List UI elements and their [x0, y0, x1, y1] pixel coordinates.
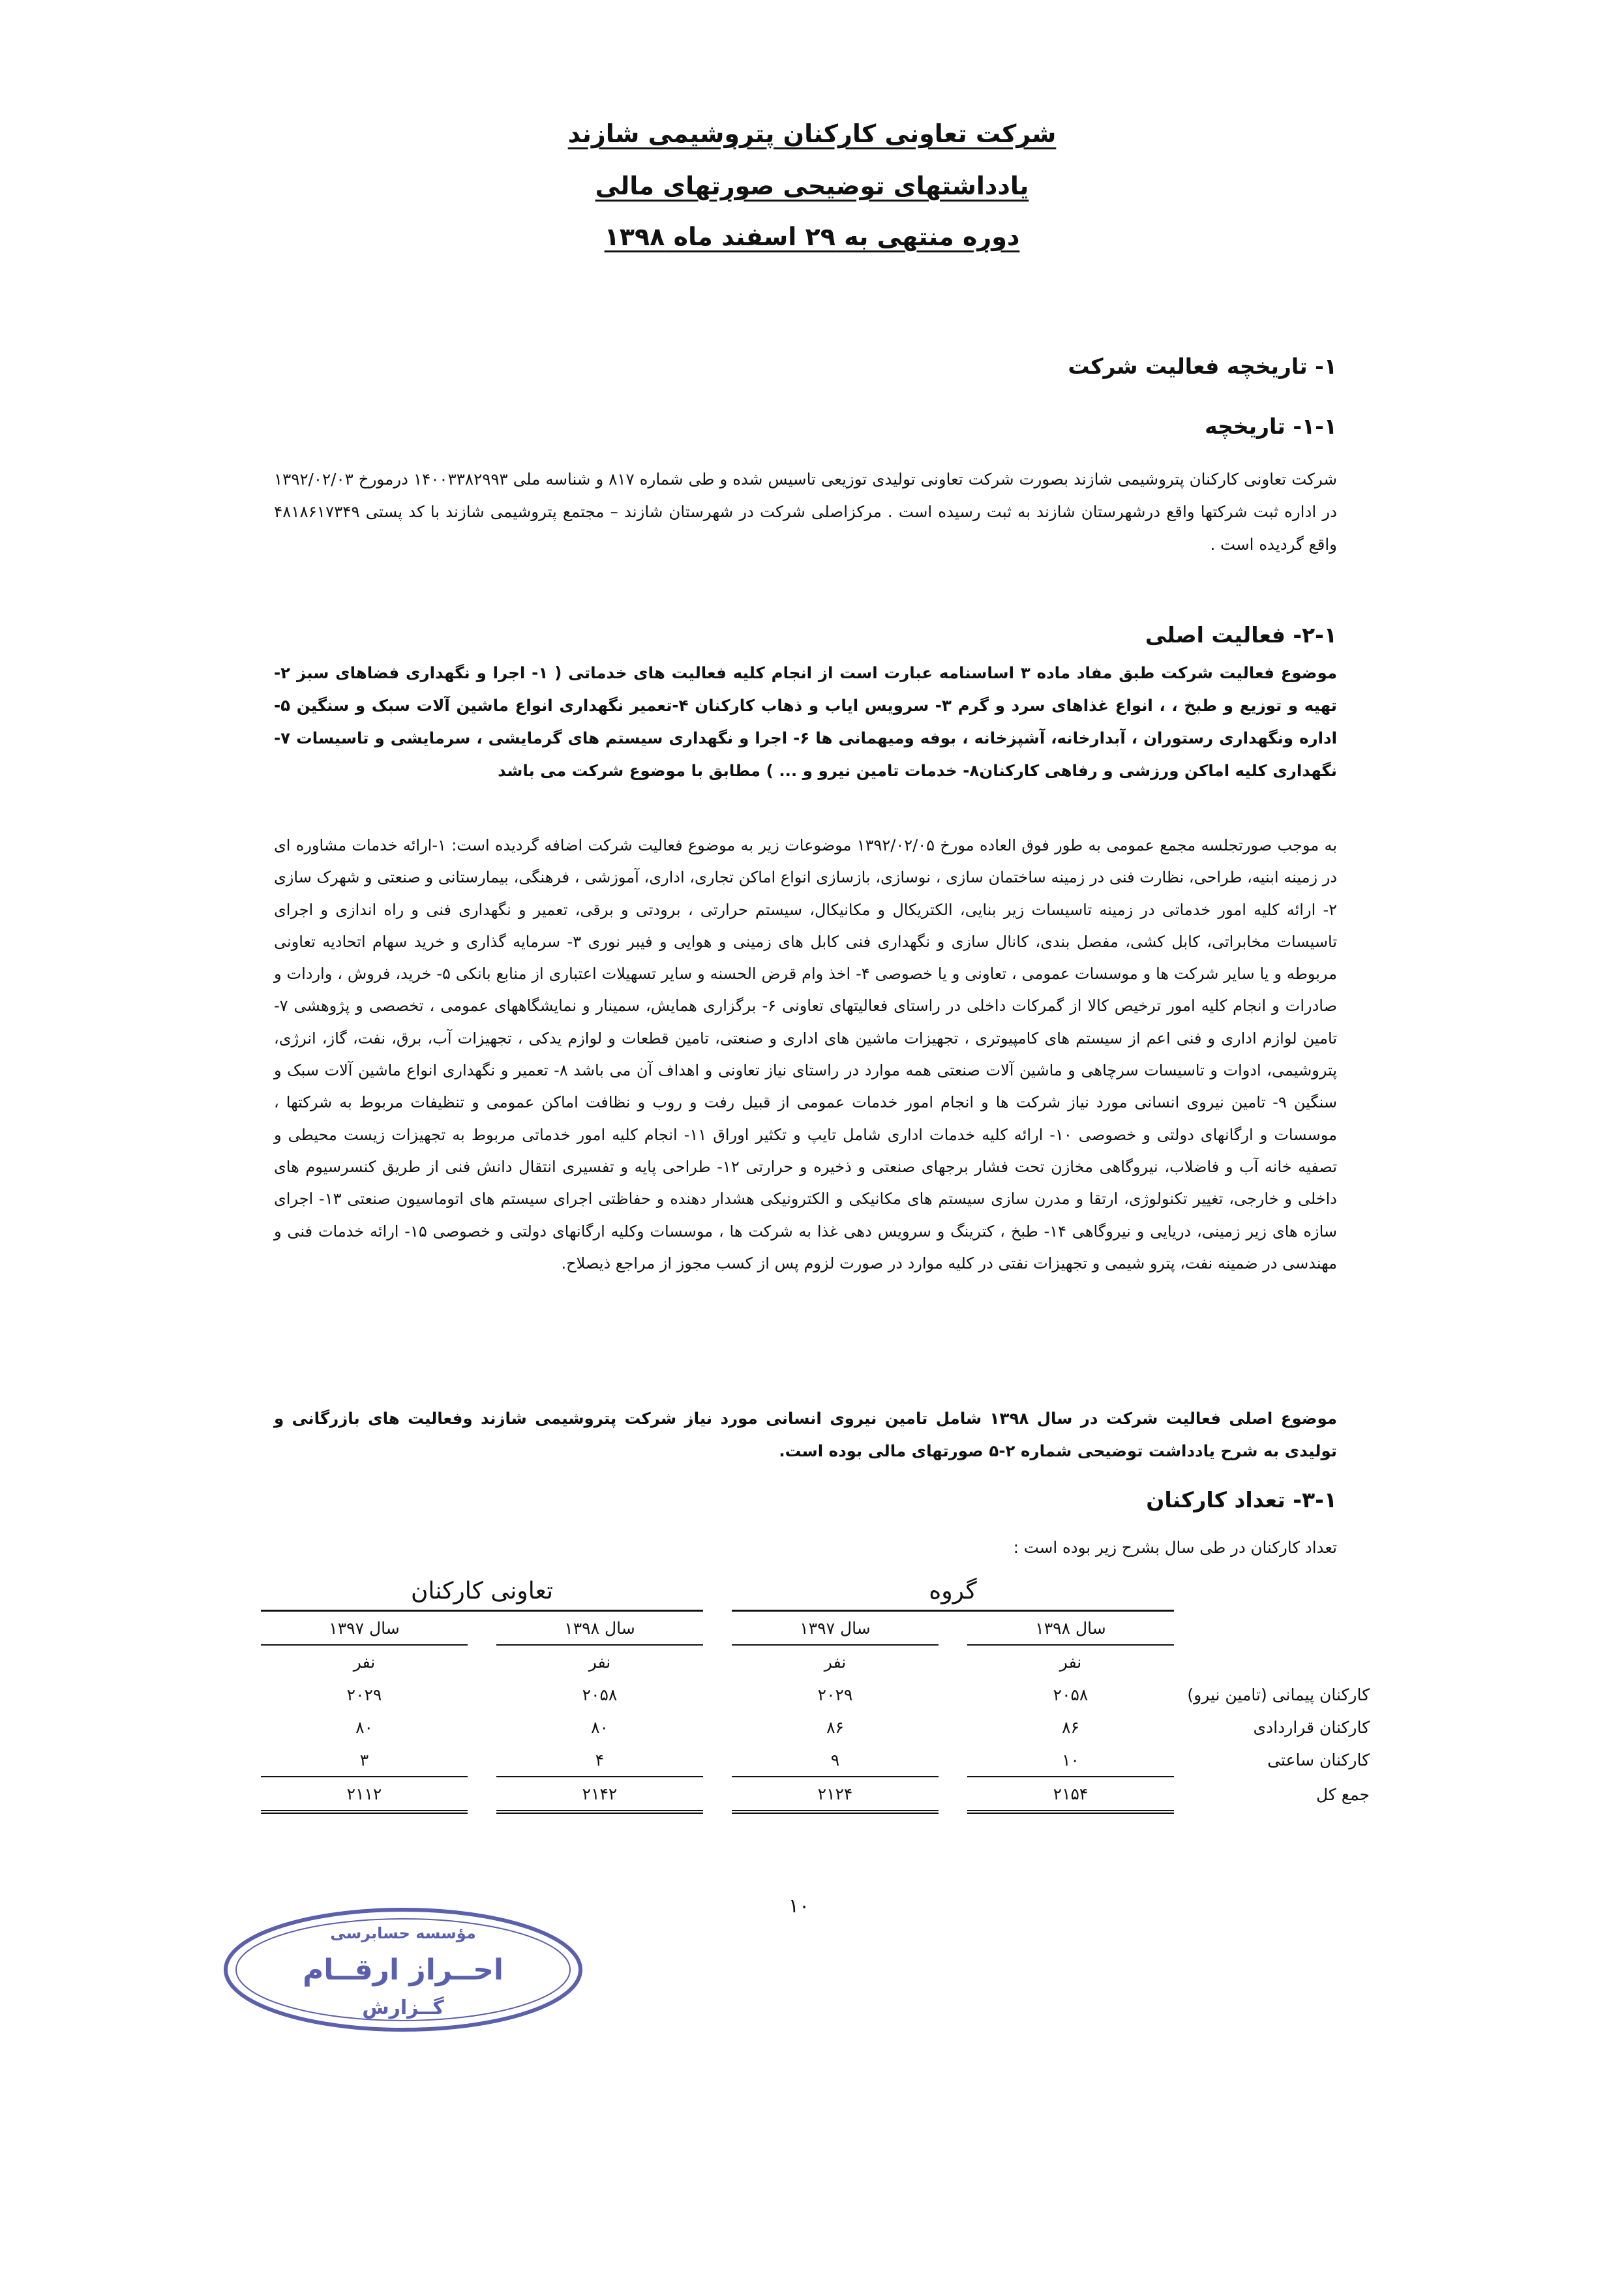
assembly-resolution-paragraph: به موجب صورتجلسه مجمع عمومی به طور فوق العاده مورخ ۱۳۹۲/۰۲/۰۵ موضوعات زیر به موضوع فعالیت شرکت اضافه گردیده است: ۱-ارائه خدمات مشاوره ای در زمینه ابنیه، طراحی، نظارت فنی در زمینه ساختمان سازی ، نوسازی، بازسازی انواع اماکن تجاری، اداری، آموزشی ، فرهنگی، بیمارستانی و صنعتی و شهرک سازی ۲- ارائه کلیه امور خدماتی در زمینه تاسیسات زیر بنایی، الکتریکال و مکانیکال، سیستم حرارتی ، برودتی و برقی، تعمیر و نگهداری فنی و راه اندازی و اجرای تاسیسات مخابراتی، کابل کشی، مفصل بندی، کانال سازی و نگهداری فنی کابل های زمینی و هوایی و فیبر نوری ۳- سرمایه گذاری و خرید سهام اتحادیه تعاونی مربوطه و یا سایر شرکت ها و موسسات عمومی ، تعاونی و یا خصوصی ۴- اخذ وام قرض الحسنه و سایر تسهیلات اعتباری از منابع بانکی ۵- خرید، فروش ، واردات و صادرات و انجام کلیه امور ترخیص کالا از گمرکات داخلی در راستای فعالیتهای تعاونی ۶- برگزاری همایش، سمینار و نمایشگاههای عمومی ، تخصصی و پژوهشی ۷- تامین لوازم اداری و فنی اعم از سیستم های کامپیوتری ، تجهیزات ماشین های اداری و صنعتی، تامین قطعات و لوازم یدکی ، تجهیزات آب، برق، نفت، گاز، انرژی، پتروشیمی، ادوات و تاسیسات سرچاهی و ماشین آلات صنعتی همه موارد در راستای نیاز تعاونی و اهداف آن می باشد ۸- تعمیر و نگهداری انواع ماشین آلات سبک و سنگین ۹- تامین نیروی انسانی مورد نیاز شرکت ها و انجام امور خدمات عمومی از قبیل رفت و روب و نظافت اماکن عمومی و تنظیفات مربوط به شرکتها ، موسسات و ارگانهای دولتی و خصوصی ۱۰- ارائه کلیه خدمات اداری شامل تایپ و تکثیر اوراق ۱۱- انجام کلیه امور خدماتی مربوط به تجهیزات زیست محیطی و تصفیه خانه آب و فاضلاب، نیروگاهی مخازن تحت فشار برجهای صنعتی و ذخیره و حرارتی ۱۲- طراحی پایه و تفسیری انتقال دانش فنی از طریق کنسرسیوم های داخلی و خارجی، تغییر تکنولوژی، ارتقا و مدرن سازی سیستم های مکانیکی و الکترونیکی هشدار دهنده و حفاظتی اجرای سیستم های اتوماسیون صنعتی ۱۳- اجرای سازه های زیر زمینی، دریایی و نیروگاهی ۱۴- طبخ ، کترینگ و سرویس دهی غذا به شرکت ها ، موسسات وکلیه ارگانهای دولتی و خصوصی ۱۵- ارائه خدمات فنی و مهندسی در ضمینه نفت، پترو شیمی و تجهیزات نفتی در کلیه موارد در صورت لزوم پس از کسب مجوز از مراجع ذیصلاح.	[274, 836, 1338, 1272]
section-1-1-title: ۱-۱- تاریخچه	[1205, 414, 1337, 439]
group-column-title: گروه	[732, 1572, 1174, 1611]
year-header: سال ۱۳۹۷	[732, 1611, 939, 1646]
cell-value: ۸۶	[826, 1717, 844, 1737]
history-paragraph: شرکت تعاونی کارکنان پتروشیمی شازند بصورت شرکت تعاونی تولیدی توزیعی تاسیس شده و طی شماره ۸۱۷ و شناسه ملی ۱۴۰۰۳۳۸۲۹۹۳ درمورخ ۱۳۹۲/۰۲/۰۳ در اداره ثبت شرکتها واقع درشهرستان شازند به ثبت رسیده است . مرکزاصلی شرکت در شهرستان شازند – مجتمع پتروشیمی شازند با کد پستی ۴۸۱۸۶۱۷۳۴۹ واقع گردیده است .	[274, 470, 1338, 554]
section-1-title: ۱- تاریخچه فعالیت شرکت	[1068, 354, 1337, 379]
row-label: کارکنان قراردادی	[1253, 1717, 1370, 1737]
unit-label: نفر	[1059, 1652, 1082, 1672]
cell-value: ۸۶	[1062, 1717, 1079, 1737]
document-title: یادداشتهای توضیحی صورتهای مالی	[595, 172, 1029, 200]
cell-value: ۲۰۲۹	[817, 1685, 853, 1704]
total-value: ۲۱۴۲	[496, 1777, 703, 1812]
table-row	[261, 1711, 1370, 1743]
row-label: کارکنان ساعتی	[1267, 1751, 1370, 1769]
unit-label: نفر	[588, 1652, 611, 1672]
main-subject-1398-paragraph: موضوع اصلی فعالیت شرکت در سال ۱۳۹۸ شامل تامین نیروی انسانی مورد نیاز شرکت پتروشیمی شازند وفعالیت های بازرگانی و تولیدی به شرح یادداشت توضیحی شماره ۲-۵ صورتهای مالی بوده است.	[274, 1409, 1338, 1460]
auditor-stamp	[220, 1904, 586, 2035]
table-row	[261, 1678, 1370, 1711]
cell-value: ۳	[359, 1750, 369, 1769]
row-label: کارکنان پیمانی (تامین نیرو)	[1187, 1685, 1370, 1704]
total-label: جمع کل	[1316, 1784, 1370, 1804]
year-header: سال ۱۳۹۷	[261, 1611, 468, 1646]
year-header: سال ۱۳۹۸	[967, 1611, 1174, 1646]
period-title: دوره منتهی به ۲۹ اسفند ماه ۱۳۹۸	[604, 222, 1020, 251]
stamp-line1: مؤسسه حسابرسی	[330, 1924, 476, 1942]
total-value: ۲۱۱۲	[261, 1777, 468, 1812]
unit-label: نفر	[353, 1652, 376, 1672]
section-1-3-title: ۳-۱- تعداد کارکنان	[1146, 1487, 1337, 1513]
company-title: شرکت تعاونی کارکنان پتروشیمی شازند	[567, 119, 1057, 148]
cell-value: ۴	[595, 1750, 605, 1769]
total-value: ۲۱۲۴	[732, 1777, 939, 1812]
cell-value: ۸۰	[591, 1717, 609, 1737]
cell-value: ۲۰۵۸	[1053, 1685, 1089, 1704]
total-value: ۲۱۵۴	[967, 1777, 1174, 1812]
staff-intro: تعداد کارکنان در طی سال بشرح زیر بوده است :	[1013, 1538, 1337, 1557]
staff-count-table	[261, 1572, 1370, 1814]
coop-column-title: تعاونی کارکنان	[261, 1572, 703, 1611]
table-row	[261, 1743, 1370, 1777]
cell-value: ۲۰۲۹	[346, 1685, 382, 1704]
main-activity-paragraph: موضوع فعالیت شرکت طبق مفاد ماده ۳ اساسنامه عبارت است از انجام کلیه فعالیت های خدماتی ( ۱- اجرا و نگهداری فضاهای سبز ۲- تهیه و توزیع و طبخ ، ، انواع غذاهای سرد و گرم ۳- سرویس ایاب و ذهاب کارکنان ۴-تعمیر نگهداری انواع ماشین آلات سبک و سنگین ۵- اداره ونگهداری رستوران ، آبدارخانه، آشپزخانه ، بوفه ومیهمانی ها ۶- اجرا و نگهداری سیستم های گرمایشی ، سرمایشی و تاسیسات ۷- نگهداری کلیه اماکن ورزشی و رفاهی کارکنان۸- خدمات تامین نیرو و ... ) مطابق با موضوع شرکت می باشد	[274, 663, 1338, 780]
stamp-line2: احــراز ارقــام	[302, 1953, 504, 1987]
cell-value: ۹	[830, 1750, 840, 1769]
cell-value: ۱۰	[1062, 1750, 1079, 1769]
cell-value: ۲۰۵۸	[582, 1685, 618, 1704]
stamp-line3: گــزارش	[362, 1996, 444, 2019]
cell-value: ۸۰	[355, 1717, 373, 1737]
section-1-2-title: ۲-۱- فعالیت اصلی	[1145, 622, 1337, 648]
page-number: ۱۰	[788, 1895, 810, 1918]
unit-label: نفر	[824, 1652, 847, 1672]
year-header: سال ۱۳۹۸	[496, 1611, 703, 1646]
total-row	[261, 1777, 1370, 1812]
